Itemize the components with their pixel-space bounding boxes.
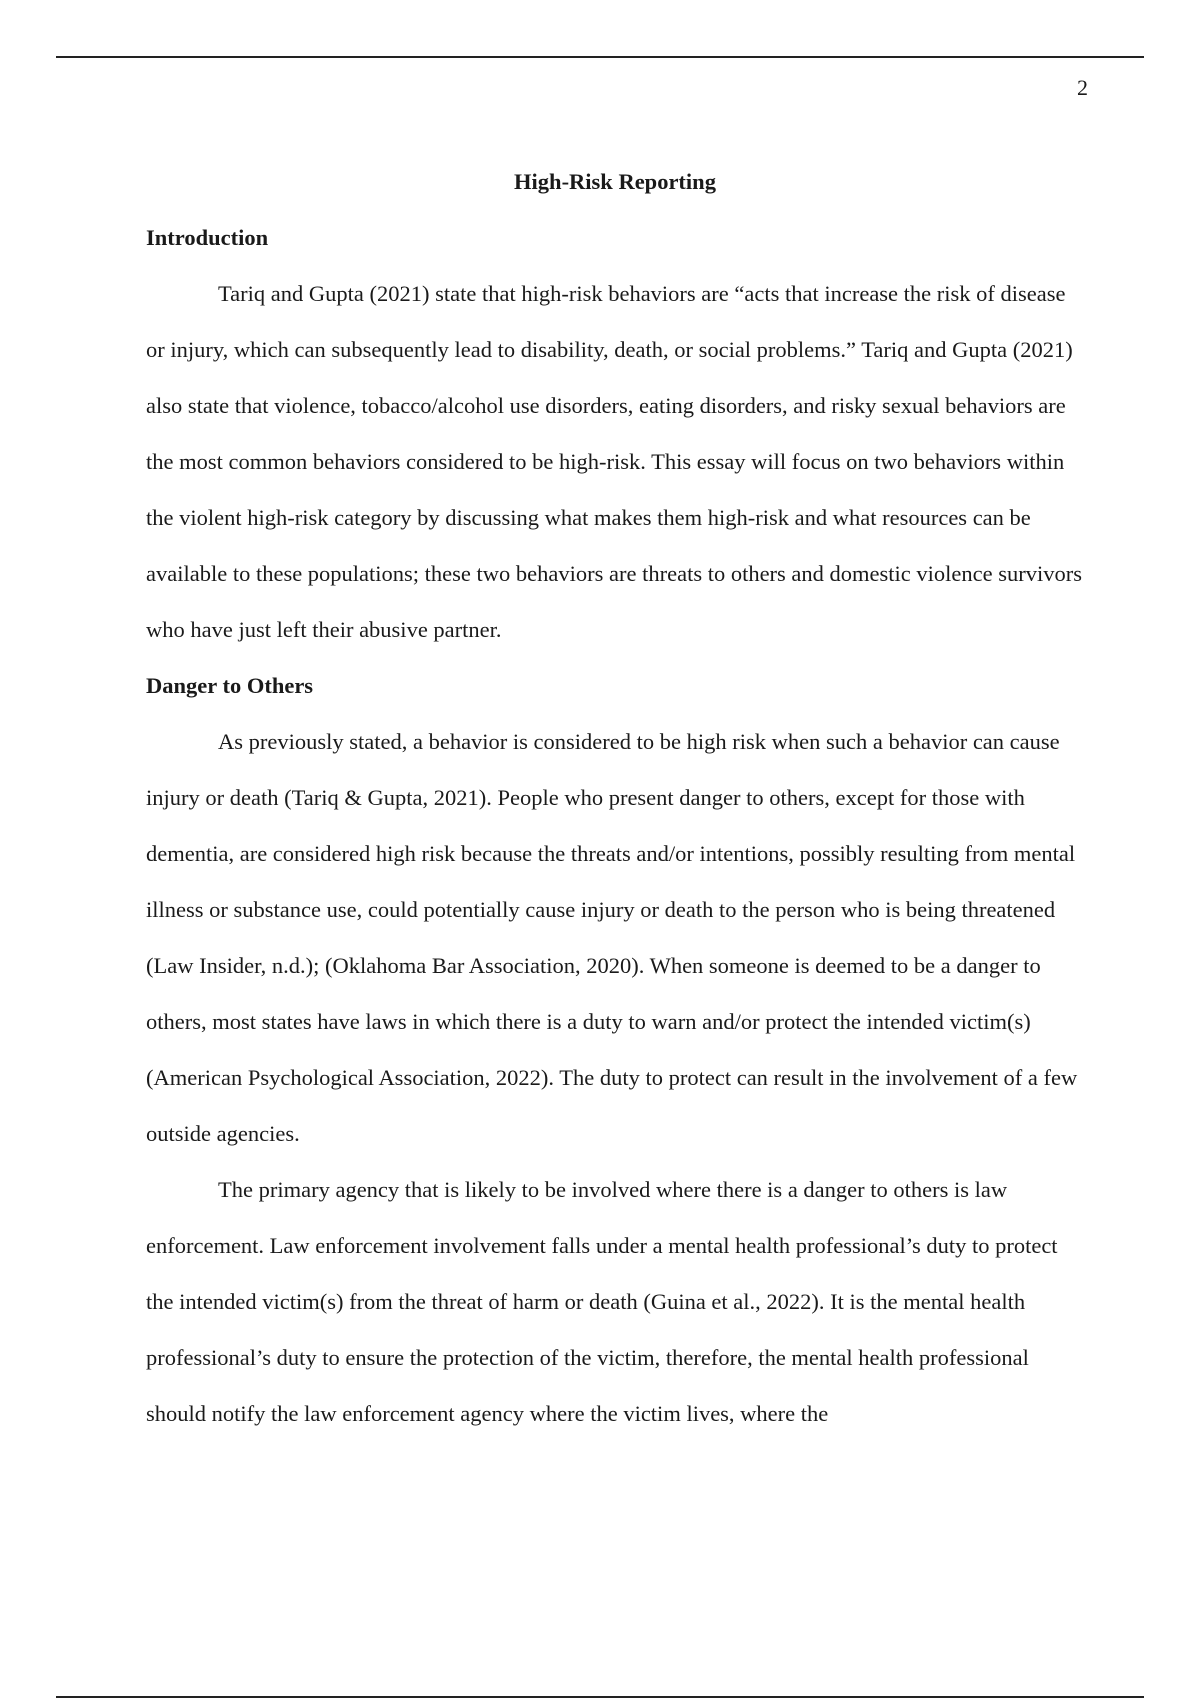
section-heading-danger-to-others: Danger to Others	[146, 673, 314, 698]
danger-to-others-paragraph-2: The primary agency that is likely to be involved where there is a danger to others is law enforcement. Law enforcement involvement falls under a mental health professional’s duty to protect the intended victim(s) from the threat of harm or death (Guina et al., 2022). It is the mental health professional’s duty to ensure the protection of the victim, therefore, the mental health professional should notify the law enforcement agency where the victim lives, where the	[146, 1177, 1058, 1426]
introduction-paragraph: Tariq and Gupta (2021) state that high-risk behaviors are “acts that increase the risk of disease or injury, which can subsequently lead to disability, death, or social problems.” Tariq and Gupta (2021) also state that violence, tobacco/alcohol use disorders, eating disorders, and risky sexual behaviors are the most common behaviors considered to be high-risk. This essay will focus on two behaviors within the violent high-risk category by discussing what makes them high-risk and what resources can be available to these populations; these two behaviors are threats to others and domestic violence survivors who have just left their abusive partner.	[146, 281, 1082, 642]
document-title: High-Risk Reporting	[514, 169, 716, 194]
section-heading-introduction: Introduction	[146, 225, 269, 250]
header-rule	[56, 56, 1144, 58]
footer-rule	[56, 1696, 1144, 1698]
danger-to-others-paragraph-1: As previously stated, a behavior is considered to be high risk when such a behavior can cause injury or death (Tariq & Gupta, 2021). People who present danger to others, except for those with dementia, are considered high risk because the threats and/or intentions, possibly resulting from mental illness or substance use, could potentially cause injury or death to the person who is being threatened (Law Insider, n.d.); (Oklahoma Bar Association, 2020). When someone is deemed to be a danger to others, most states have laws in which there is a duty to warn and/or protect the intended victim(s) (American Psychological Association, 2022). The duty to protect can result in the involvement of a few outside agencies.	[146, 729, 1078, 1146]
page-number: 2	[1077, 75, 1088, 100]
document-body	[146, 154, 1084, 1442]
